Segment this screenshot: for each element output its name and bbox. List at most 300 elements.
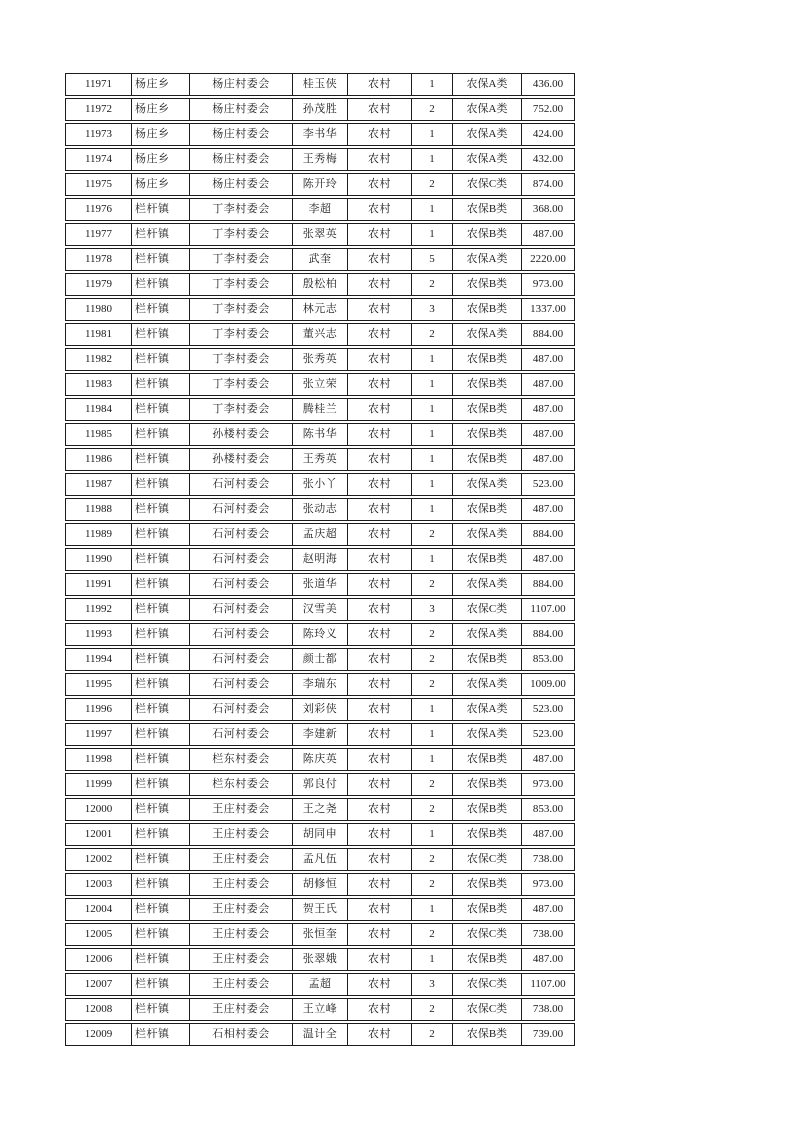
cell-residence-type: 农村 [348,974,412,995]
cell-amount: 853.00 [532,653,564,665]
cell-record-id: 11973 [66,124,132,145]
cell-residence-type: 农村 [348,249,412,270]
cell-residence-type: 农村 [348,599,412,620]
cell-village-committee: 王庄村委会 [190,874,293,895]
table-row [65,798,575,821]
cell-insurance-category: 农保A类 [453,99,522,120]
cell-residence-type: 农村 [348,499,412,520]
cell-person-name: 张立荣 [293,374,348,395]
cell-township: 栏杆镇 [132,524,190,545]
cell-township: 栏杆镇 [132,799,190,820]
cell-person-name: 殷松柏 [293,274,348,295]
cell-person-name: 董兴志 [293,324,348,345]
cell-insurance-category: 农保B类 [453,374,522,395]
cell-township: 栏杆镇 [132,774,190,795]
table-row [65,273,575,296]
cell-residence-type: 农村 [348,849,412,870]
cell-amount: 738.00 [532,853,564,865]
cell-village-committee: 王庄村委会 [190,924,293,945]
cell-residence-type: 农村 [348,574,412,595]
cell-residence-type: 农村 [348,774,412,795]
cell-township: 杨庄乡 [132,99,190,120]
cell-amount: 853.00 [532,803,564,815]
cell-insurance-category: 农保C类 [453,849,522,870]
cell-village-committee: 杨庄村委会 [190,149,293,170]
table-row [65,323,575,346]
cell-record-id: 11984 [66,399,132,420]
cell-person-name: 张动志 [293,499,348,520]
cell-residence-type: 农村 [348,199,412,220]
cell-person-count: 2 [412,649,453,670]
cell-village-committee: 石河村委会 [190,649,293,670]
cell-amount: 436.00 [532,78,564,90]
cell-insurance-category: 农保B类 [453,274,522,295]
cell-residence-type: 农村 [348,124,412,145]
cell-record-id: 11997 [66,724,132,745]
cell-person-count: 3 [412,299,453,320]
cell-record-id: 11980 [66,299,132,320]
cell-insurance-category: 农保B类 [453,399,522,420]
cell-person-count: 1 [412,199,453,220]
table-row [65,573,575,596]
cell-township: 栏杆镇 [132,549,190,570]
cell-amount: 2220.00 [530,253,566,265]
cell-person-name: 王秀英 [293,449,348,470]
cell-village-committee: 王庄村委会 [190,849,293,870]
table-row [65,948,575,971]
cell-person-name: 张小丫 [293,474,348,495]
cell-record-id: 11987 [66,474,132,495]
cell-township: 栏杆镇 [132,224,190,245]
cell-person-name: 孟凡伍 [293,849,348,870]
cell-person-count: 1 [412,424,453,445]
table-row [65,748,575,771]
cell-township: 栏杆镇 [132,624,190,645]
cell-person-count: 2 [412,674,453,695]
cell-residence-type: 农村 [348,699,412,720]
cell-insurance-category: 农保A类 [453,674,522,695]
cell-amount: 884.00 [532,528,564,540]
cell-person-count: 1 [412,899,453,920]
cell-person-count: 1 [412,499,453,520]
cell-person-name: 汉雪美 [293,599,348,620]
cell-township: 杨庄乡 [132,74,190,95]
cell-person-count: 1 [412,374,453,395]
cell-village-committee: 王庄村委会 [190,949,293,970]
cell-person-name: 武奎 [293,249,348,270]
cell-residence-type: 农村 [348,349,412,370]
table-row [65,198,575,221]
cell-residence-type: 农村 [348,549,412,570]
cell-person-name: 张道华 [293,574,348,595]
cell-person-count: 2 [412,99,453,120]
cell-person-name: 桂玉侠 [293,74,348,95]
cell-township: 栏杆镇 [132,424,190,445]
cell-record-id: 11978 [66,249,132,270]
cell-insurance-category: 农保A类 [453,74,522,95]
cell-insurance-category: 农保A类 [453,324,522,345]
cell-record-id: 11994 [66,649,132,670]
cell-township: 栏杆镇 [132,1024,190,1045]
cell-person-name: 李超 [293,199,348,220]
cell-person-name: 胡同申 [293,824,348,845]
cell-person-name: 陈书华 [293,424,348,445]
cell-person-count: 1 [412,399,453,420]
cell-residence-type: 农村 [348,424,412,445]
cell-township: 栏杆镇 [132,899,190,920]
cell-record-id: 12008 [66,999,132,1020]
cell-person-count: 2 [412,324,453,345]
table-row [65,898,575,921]
cell-residence-type: 农村 [348,799,412,820]
cell-insurance-category: 农保C类 [453,999,522,1020]
cell-township: 栏杆镇 [132,849,190,870]
cell-record-id: 11995 [66,674,132,695]
cell-person-name: 张秀英 [293,349,348,370]
cell-record-id: 11976 [66,199,132,220]
cell-record-id: 12001 [66,824,132,845]
cell-residence-type: 农村 [348,449,412,470]
table-row [65,598,575,621]
cell-person-name: 王之尧 [293,799,348,820]
cell-residence-type: 农村 [348,149,412,170]
table-row [65,973,575,996]
table-row [65,823,575,846]
table-row [65,423,575,446]
cell-person-name: 陈庆英 [293,749,348,770]
cell-record-id: 11983 [66,374,132,395]
cell-person-count: 5 [412,249,453,270]
cell-person-name: 胡修恒 [293,874,348,895]
table-row [65,98,575,121]
cell-village-committee: 丁李村委会 [190,399,293,420]
cell-village-committee: 石河村委会 [190,674,293,695]
cell-village-committee: 丁李村委会 [190,299,293,320]
cell-person-name: 陈开玲 [293,174,348,195]
table-row [65,498,575,521]
cell-amount: 487.00 [532,378,564,390]
table-row [65,248,575,271]
cell-township: 栏杆镇 [132,824,190,845]
cell-amount: 487.00 [532,403,564,415]
cell-amount: 487.00 [532,903,564,915]
cell-residence-type: 农村 [348,324,412,345]
cell-village-committee: 丁李村委会 [190,374,293,395]
cell-village-committee: 石河村委会 [190,724,293,745]
table-row [65,923,575,946]
cell-residence-type: 农村 [348,649,412,670]
cell-residence-type: 农村 [348,624,412,645]
cell-village-committee: 栏东村委会 [190,749,293,770]
cell-amount: 752.00 [532,103,564,115]
cell-record-id: 11982 [66,349,132,370]
cell-record-id: 12005 [66,924,132,945]
cell-township: 栏杆镇 [132,749,190,770]
cell-insurance-category: 农保A类 [453,249,522,270]
cell-amount: 487.00 [532,553,564,565]
cell-township: 栏杆镇 [132,599,190,620]
cell-person-count: 1 [412,224,453,245]
cell-amount: 739.00 [532,1028,564,1040]
cell-person-count: 1 [412,749,453,770]
cell-village-committee: 栏东村委会 [190,774,293,795]
cell-insurance-category: 农保B类 [453,449,522,470]
cell-person-count: 2 [412,924,453,945]
table-row [65,648,575,671]
table-row [65,448,575,471]
cell-residence-type: 农村 [348,74,412,95]
table-row [65,348,575,371]
table-row [65,73,575,96]
cell-village-committee: 杨庄村委会 [190,174,293,195]
cell-amount: 487.00 [532,953,564,965]
table-row [65,523,575,546]
cell-township: 杨庄乡 [132,149,190,170]
cell-person-name: 孙茂胜 [293,99,348,120]
cell-insurance-category: 农保A类 [453,474,522,495]
cell-person-count: 1 [412,724,453,745]
cell-amount: 1337.00 [530,303,566,315]
cell-record-id: 12003 [66,874,132,895]
cell-person-name: 孟庆超 [293,524,348,545]
cell-person-count: 1 [412,349,453,370]
cell-record-id: 11998 [66,749,132,770]
cell-village-committee: 石河村委会 [190,624,293,645]
cell-residence-type: 农村 [348,374,412,395]
cell-village-committee: 孙楼村委会 [190,449,293,470]
cell-amount: 1107.00 [530,978,566,990]
cell-record-id: 12000 [66,799,132,820]
cell-residence-type: 农村 [348,399,412,420]
cell-person-name: 刘彩侠 [293,699,348,720]
cell-person-count: 1 [412,949,453,970]
cell-township: 栏杆镇 [132,399,190,420]
cell-residence-type: 农村 [348,524,412,545]
cell-township: 栏杆镇 [132,649,190,670]
cell-amount: 432.00 [532,153,564,165]
cell-residence-type: 农村 [348,299,412,320]
cell-township: 栏杆镇 [132,999,190,1020]
table-row [65,773,575,796]
table-row [65,1023,575,1046]
cell-person-name: 张翠英 [293,224,348,245]
cell-record-id: 12002 [66,849,132,870]
cell-residence-type: 农村 [348,999,412,1020]
cell-insurance-category: 农保A类 [453,724,522,745]
cell-person-name: 赵明海 [293,549,348,570]
cell-village-committee: 王庄村委会 [190,799,293,820]
cell-insurance-category: 农保B类 [453,424,522,445]
cell-residence-type: 农村 [348,174,412,195]
cell-township: 栏杆镇 [132,974,190,995]
cell-residence-type: 农村 [348,474,412,495]
cell-residence-type: 农村 [348,824,412,845]
cell-person-name: 李瑞东 [293,674,348,695]
cell-township: 栏杆镇 [132,449,190,470]
cell-township: 栏杆镇 [132,499,190,520]
table-row [65,398,575,421]
cell-residence-type: 农村 [348,724,412,745]
cell-person-count: 2 [412,1024,453,1045]
cell-insurance-category: 农保C类 [453,924,522,945]
cell-record-id: 12006 [66,949,132,970]
cell-record-id: 11985 [66,424,132,445]
cell-person-count: 2 [412,999,453,1020]
cell-residence-type: 农村 [348,1024,412,1045]
cell-person-count: 2 [412,524,453,545]
cell-person-name: 温计全 [293,1024,348,1045]
table-row [65,873,575,896]
cell-insurance-category: 农保B类 [453,949,522,970]
cell-township: 栏杆镇 [132,949,190,970]
cell-record-id: 12004 [66,899,132,920]
cell-insurance-category: 农保B类 [453,1024,522,1045]
cell-person-count: 2 [412,774,453,795]
cell-person-count: 3 [412,599,453,620]
cell-insurance-category: 农保B类 [453,824,522,845]
cell-township: 栏杆镇 [132,474,190,495]
cell-village-committee: 杨庄村委会 [190,99,293,120]
cell-amount: 487.00 [532,828,564,840]
cell-record-id: 11990 [66,549,132,570]
cell-township: 杨庄乡 [132,124,190,145]
cell-village-committee: 丁李村委会 [190,274,293,295]
table-row [65,173,575,196]
insurance-roster-table [65,73,575,1048]
cell-record-id: 11996 [66,699,132,720]
table-row [65,148,575,171]
cell-person-count: 2 [412,274,453,295]
cell-village-committee: 丁李村委会 [190,224,293,245]
cell-person-count: 2 [412,624,453,645]
cell-record-id: 11974 [66,149,132,170]
cell-record-id: 11986 [66,449,132,470]
table-row [65,298,575,321]
cell-village-committee: 石河村委会 [190,549,293,570]
cell-village-committee: 杨庄村委会 [190,74,293,95]
cell-record-id: 12009 [66,1024,132,1045]
cell-amount: 487.00 [532,753,564,765]
cell-person-name: 李建新 [293,724,348,745]
cell-village-committee: 王庄村委会 [190,999,293,1020]
cell-person-name: 陈玲义 [293,624,348,645]
cell-amount: 884.00 [532,628,564,640]
table-row [65,123,575,146]
cell-insurance-category: 农保C类 [453,174,522,195]
cell-person-name: 颜士都 [293,649,348,670]
cell-person-name: 贺王氏 [293,899,348,920]
cell-person-count: 1 [412,824,453,845]
cell-record-id: 11971 [66,74,132,95]
cell-person-name: 王秀梅 [293,149,348,170]
cell-person-name: 张翠娥 [293,949,348,970]
cell-record-id: 11975 [66,174,132,195]
cell-record-id: 12007 [66,974,132,995]
cell-insurance-category: 农保B类 [453,799,522,820]
cell-amount: 487.00 [532,353,564,365]
cell-person-name: 张恒奎 [293,924,348,945]
cell-person-name: 腾桂兰 [293,399,348,420]
cell-village-committee: 王庄村委会 [190,824,293,845]
cell-person-count: 2 [412,849,453,870]
cell-township: 栏杆镇 [132,349,190,370]
cell-person-name: 王立峰 [293,999,348,1020]
cell-person-count: 2 [412,174,453,195]
cell-insurance-category: 农保A类 [453,624,522,645]
cell-person-count: 2 [412,874,453,895]
table-row [65,998,575,1021]
cell-village-committee: 孙楼村委会 [190,424,293,445]
cell-insurance-category: 农保B类 [453,774,522,795]
cell-township: 栏杆镇 [132,299,190,320]
cell-residence-type: 农村 [348,874,412,895]
cell-residence-type: 农村 [348,749,412,770]
cell-insurance-category: 农保A类 [453,524,522,545]
cell-record-id: 11992 [66,599,132,620]
cell-record-id: 11988 [66,499,132,520]
cell-insurance-category: 农保A类 [453,574,522,595]
cell-village-committee: 石河村委会 [190,499,293,520]
cell-person-name: 李书华 [293,124,348,145]
cell-township: 栏杆镇 [132,674,190,695]
cell-insurance-category: 农保B类 [453,499,522,520]
cell-person-count: 2 [412,574,453,595]
cell-record-id: 11979 [66,274,132,295]
cell-insurance-category: 农保C类 [453,974,522,995]
cell-township: 栏杆镇 [132,324,190,345]
table-row [65,723,575,746]
cell-insurance-category: 农保B类 [453,899,522,920]
table-row [65,223,575,246]
cell-record-id: 11981 [66,324,132,345]
cell-amount: 738.00 [532,928,564,940]
cell-person-count: 2 [412,799,453,820]
cell-person-count: 1 [412,474,453,495]
table-row [65,623,575,646]
cell-person-count: 1 [412,149,453,170]
cell-township: 栏杆镇 [132,924,190,945]
table-row [65,673,575,696]
cell-amount: 424.00 [532,128,564,140]
cell-township: 栏杆镇 [132,249,190,270]
cell-amount: 874.00 [532,178,564,190]
cell-insurance-category: 农保A类 [453,124,522,145]
cell-insurance-category: 农保B类 [453,749,522,770]
table-row [65,473,575,496]
table-row [65,848,575,871]
cell-village-committee: 石河村委会 [190,524,293,545]
cell-person-name: 孟超 [293,974,348,995]
cell-residence-type: 农村 [348,224,412,245]
cell-person-count: 1 [412,449,453,470]
cell-record-id: 11989 [66,524,132,545]
cell-township: 栏杆镇 [132,199,190,220]
cell-township: 栏杆镇 [132,699,190,720]
cell-village-committee: 杨庄村委会 [190,124,293,145]
cell-person-count: 3 [412,974,453,995]
cell-amount: 487.00 [532,428,564,440]
cell-village-committee: 石河村委会 [190,699,293,720]
cell-insurance-category: 农保B类 [453,874,522,895]
cell-amount: 884.00 [532,578,564,590]
table-row [65,548,575,571]
cell-insurance-category: 农保A类 [453,699,522,720]
cell-person-count: 1 [412,124,453,145]
cell-village-committee: 丁李村委会 [190,199,293,220]
cell-amount: 487.00 [532,503,564,515]
cell-township: 栏杆镇 [132,574,190,595]
cell-village-committee: 丁李村委会 [190,349,293,370]
